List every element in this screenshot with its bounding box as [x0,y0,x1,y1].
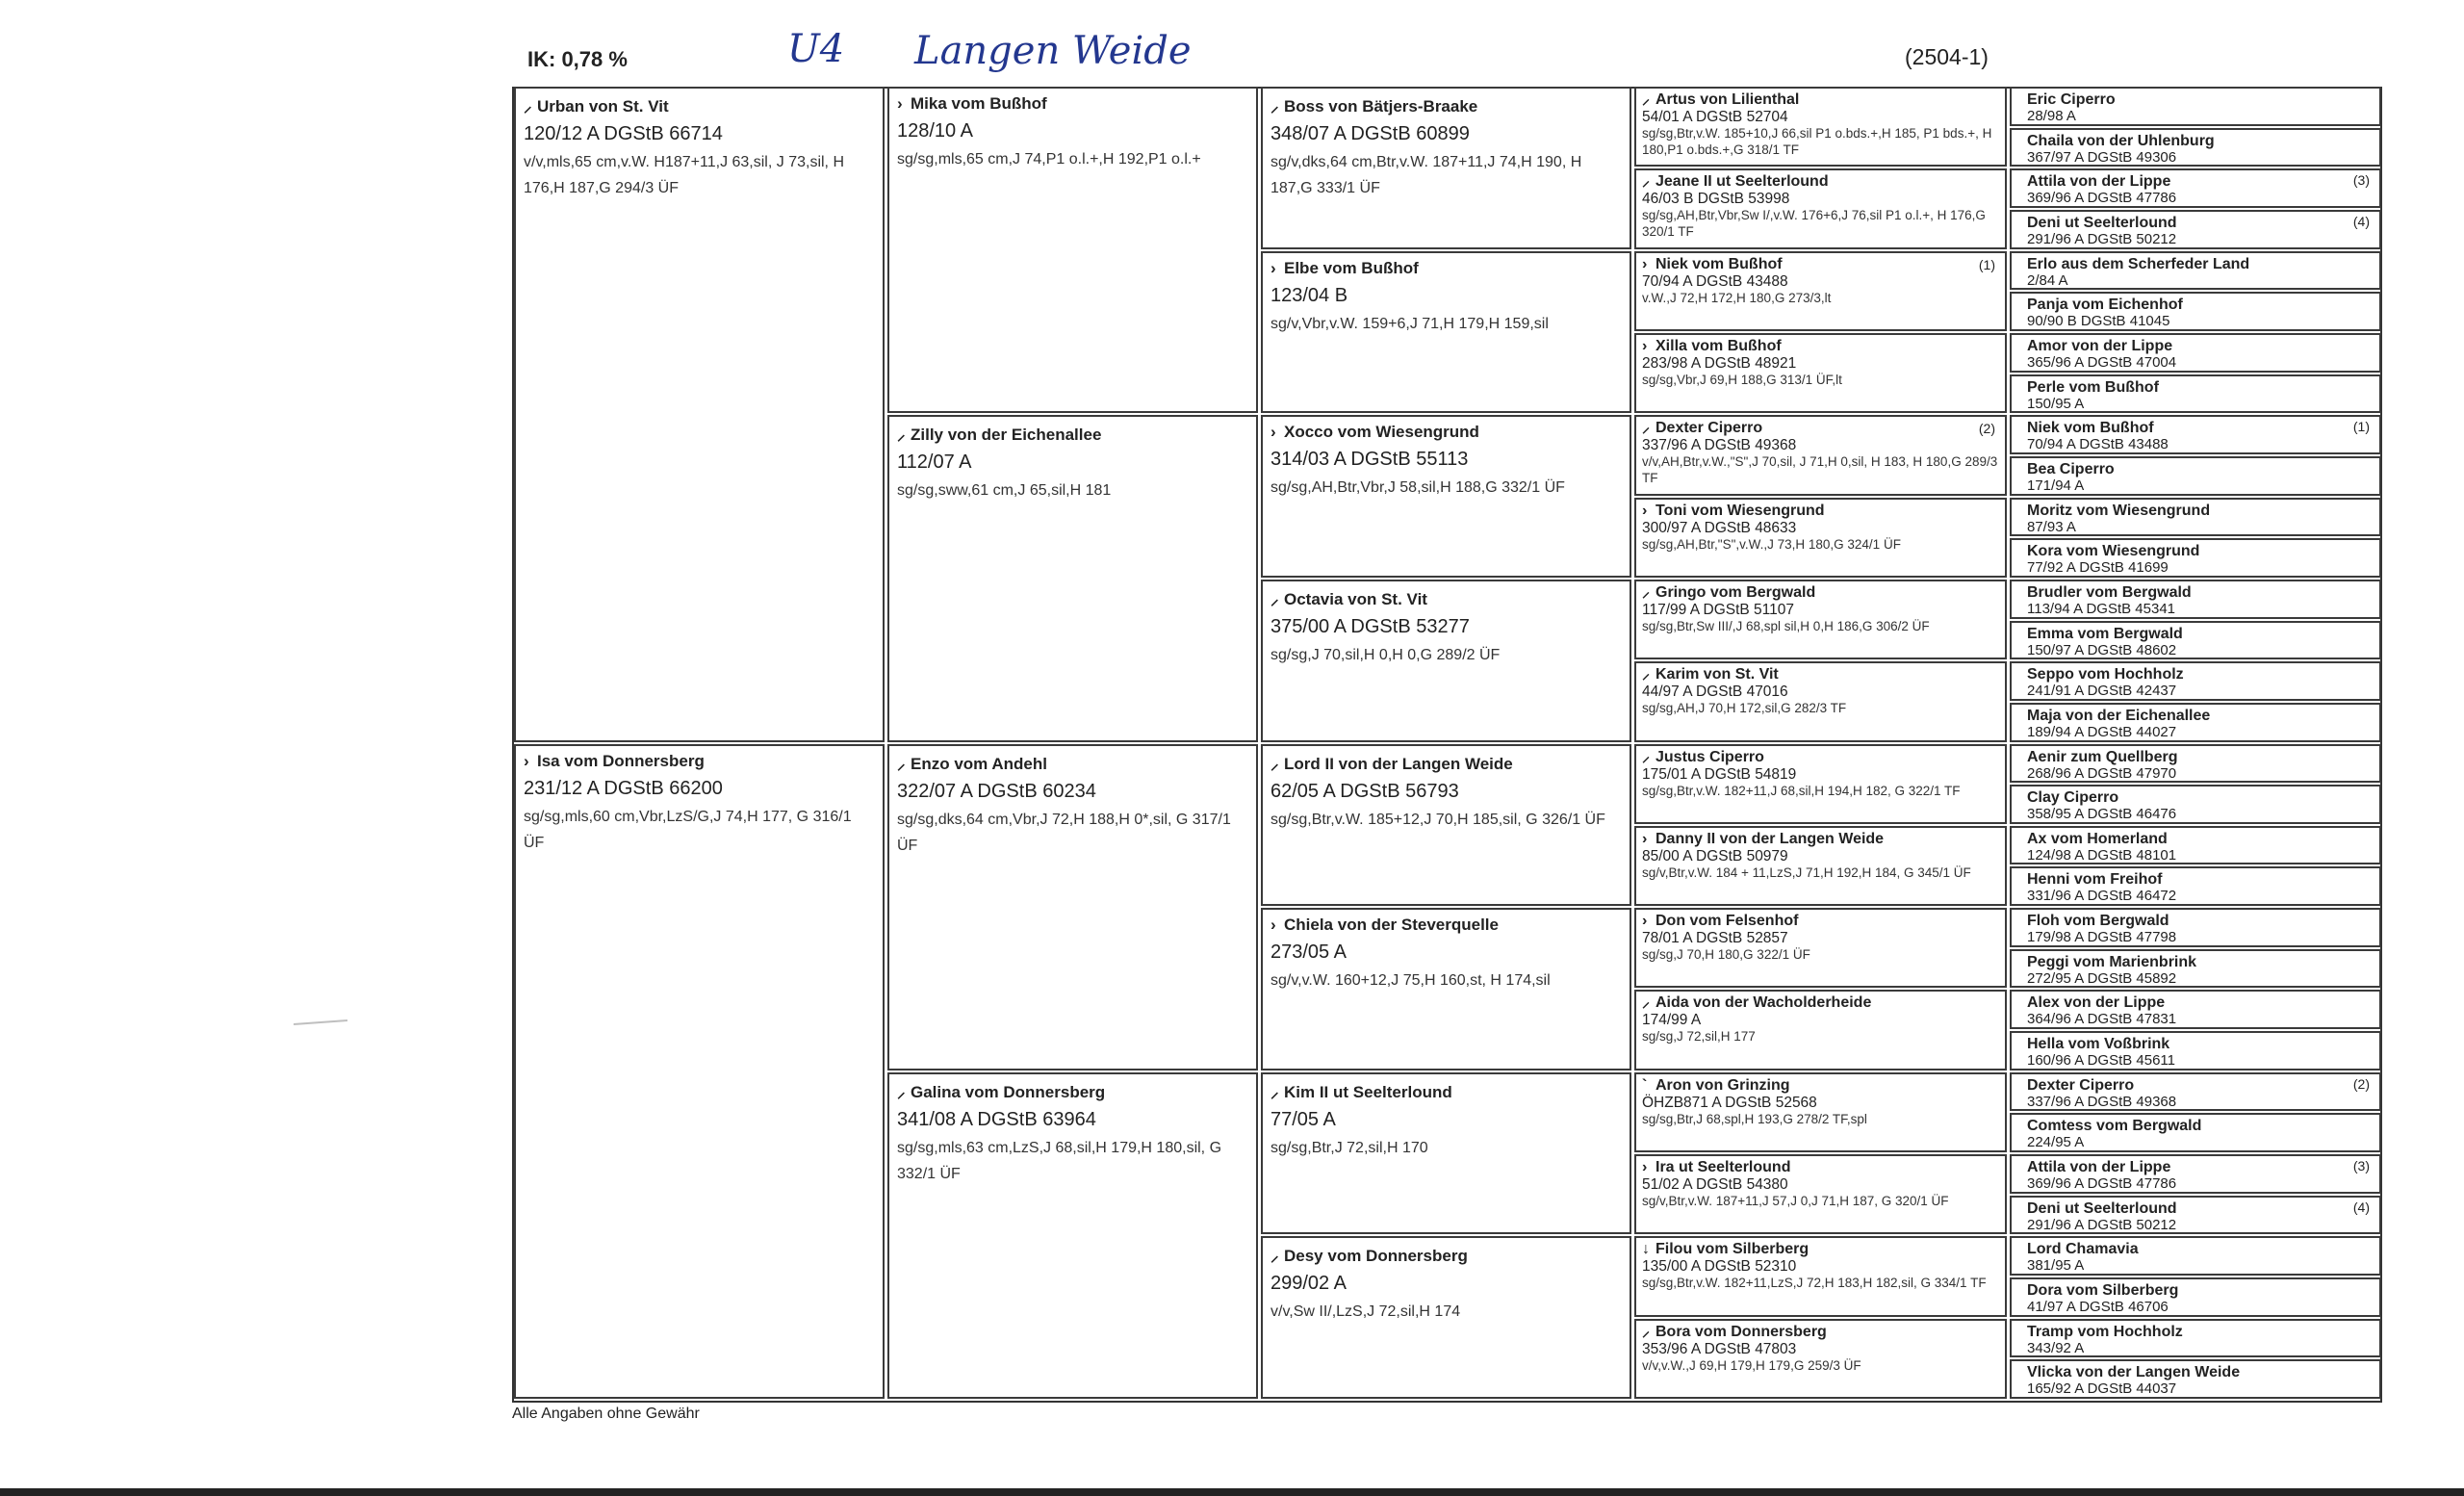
animal-name: ⸝ Artus von Lilienthal [1642,91,1800,108]
hand-check-mark: ⸝ [524,97,532,116]
evaluation-details: sg/sg,AH,Btr,Vbr,J 58,sil,H 188,G 332/1 ÜF [1270,479,1565,497]
animal-name: Eric Ciperro [2027,91,2116,108]
evaluation-details: sg/sg,AH,Btr,Vbr,Sw I/,v.W. 176+6,J 76,sil P1 o.l.+, H 176,G 320/1 TF [1642,208,1986,240]
gen5-ancestor [2010,744,2381,784]
animal-name: Moritz vom Wiesengrund [2027,502,2211,519]
evaluation-details: sg/v,dks,64 cm,Btr,v.W. 187+11,J 74,H 190, H 187,G 333/1 ÜF [1270,154,1582,196]
inbreeding-coefficient: IK: 0,78 % [527,47,628,71]
gen5-ancestor [2010,1196,2381,1235]
hand-check-mark: ⸝ [1642,420,1651,437]
hand-check-mark: › [1642,913,1648,930]
registration-number: 117/99 A DGStB 51107 [1642,601,1794,618]
scan-mark [294,1019,347,1025]
gen3-ancestor [1261,908,1631,1070]
registration-number: 112/07 A [897,451,972,474]
animal-name: › Mika vom Bußhof [897,94,1047,113]
gen3-ancestor [1261,580,1631,742]
gen5-ancestor [2010,210,2381,249]
registration-number: 241/91 A DGStB 42437 [2027,683,2177,700]
registration-number: 120/12 A DGStB 66714 [524,123,723,144]
animal-name: Lord Chamavia [2027,1241,2139,1258]
registration-number: 46/03 B DGStB 53998 [1642,191,1790,208]
gen2-ancestor [887,87,1258,413]
registration-number: 150/97 A DGStB 48602 [2027,641,2177,658]
gen5-ancestor [2010,1154,2381,1194]
animal-name: ⸝ Urban von St. Vit [524,94,875,116]
gen5-ancestor [2010,866,2381,906]
registration-number: 62/05 A DGStB 56793 [1270,780,1459,802]
hand-check-mark: ⸝ [1642,1323,1651,1340]
animal-name: Clay Ciperro [2027,789,2119,807]
registration-number: 365/96 A DGStB 47004 [2027,353,2177,371]
registration-number: 367/97 A DGStB 49306 [2027,148,2177,166]
hand-check-mark: ⸝ [897,426,906,445]
gen5-ancestor [2010,1236,2381,1276]
registration-number: 331/96 A DGStB 46472 [2027,888,2177,905]
animal-name: Bea Ciperro [2027,460,2115,477]
evaluation-details: sg/sg,mls,65 cm,J 74,P1 o.l.+,H 192,P1 o.l.+ [897,151,1201,168]
animal-name: Perle vom Bußhof [2027,378,2159,396]
registration-number: 273/05 A [1270,941,1347,964]
evaluation-details: sg/v,Vbr,v.W. 159+6,J 71,H 179,H 159,sil [1270,315,1549,332]
animal-name: › Danny II von der Langen Weide [1642,830,1885,847]
hand-check-mark: ⸝ [1642,666,1651,684]
gen5-ancestor [2010,374,2381,414]
animal-name: Peggi vom Marienbrink [2027,953,2197,970]
evaluation-details: sg/sg,Btr,Sw III/,J 68,spl sil,H 0,H 186,G 306/2 ÜF [1642,618,1930,633]
registration-number: 171/94 A [2027,477,2085,494]
gen2-ancestor [887,415,1258,741]
hand-check-mark: ⸝ [1270,1247,1279,1266]
animal-name: ⸝ Zilly von der Eichenallee [897,423,1248,445]
registration-number: 299/02 A [1270,1273,1347,1295]
hand-check-mark: ⸝ [1270,589,1279,608]
gen3-ancestor [1261,251,1631,414]
animal-name: Maja von der Eichenallee [2027,707,2211,724]
animal-name: Henni vom Freihof [2027,871,2163,889]
animal-name: › Toni vom Wiesengrund [1642,502,1825,519]
gen5-ancestor [2010,785,2381,824]
registration-number: 300/97 A DGStB 48633 [1642,519,1797,536]
registration-number: 364/96 A DGStB 47831 [2027,1011,2177,1028]
gen5-ancestor [2010,333,2381,373]
registration-number: 78/01 A DGStB 52857 [1642,930,1788,947]
animal-name: ⸝ Karim von St. Vit [1642,666,1779,684]
gen5-ancestor [2010,1031,2381,1070]
registration-number: 41/97 A DGStB 46706 [2027,1299,2169,1316]
animal-name: Hella vom Voßbrink [2027,1036,2170,1053]
handwritten-kennel-name: Langen Weide [914,29,1192,73]
gen1-ancestor [514,87,885,742]
gen4-ancestor [1634,908,2007,988]
animal-name: ⸝ Kim II ut Seelterlound [1270,1080,1622,1102]
gen2-ancestor [887,1072,1258,1399]
registration-number: 165/92 A DGStB 44037 [2027,1380,2177,1398]
registration-number: 160/96 A DGStB 45611 [2027,1052,2176,1070]
evaluation-details: sg/sg,Btr,J 68,spl,H 193,G 278/2 TF,spl [1642,1111,1867,1126]
animal-name: Emma vom Bergwald [2027,625,2183,642]
gen1-ancestor [514,744,885,1400]
animal-name: ↓ Filou vom Silberberg [1642,1241,1810,1258]
registration-number: 268/96 A DGStB 47970 [2027,764,2177,782]
evaluation-details: sg/sg,J 70,sil,H 0,H 0,G 289/2 ÜF [1270,646,1501,663]
gen5-ancestor [2010,826,2381,865]
hand-check-mark: ⸝ [1270,97,1279,116]
gen5-ancestor [2010,661,2381,701]
gen5-ancestor [2010,128,2381,168]
hand-check-mark: › [1270,916,1276,935]
registration-number: 135/00 A DGStB 52310 [1642,1258,1797,1276]
inbreeding-reference: (4) [2352,213,2370,229]
animal-name: ⸝ Aida von der Wacholderheide [1642,994,1872,1012]
animal-name: › Ira ut Seelterlound [1642,1159,1791,1176]
registration-number: 348/07 A DGStB 60899 [1270,123,1470,144]
gen5-ancestor [2010,1072,2381,1112]
registration-number: 231/12 A DGStB 66200 [524,777,723,799]
hand-check-mark: › [1270,423,1276,442]
evaluation-details: v.W.,J 72,H 172,H 180,G 273/3,lt [1642,290,1832,305]
hand-check-mark: ↓ [1642,1241,1650,1258]
registration-number: 175/01 A DGStB 54819 [1642,765,1797,783]
evaluation-details: sg/sg,J 70,H 180,G 322/1 ÜF [1642,947,1810,963]
gen5-ancestor [2010,498,2381,537]
registration-number: 353/96 A DGStB 47803 [1642,1340,1797,1357]
hand-check-mark: ⸝ [897,754,906,773]
gen4-ancestor [1634,168,2007,248]
gen4-ancestor [1634,826,2007,906]
evaluation-details: sg/sg,Btr,v.W. 185+10,J 66,sil P1 o.bds.+,H 185, P1 bds.+, H 180,P1 o.bds.+,G 318/1 TF [1642,126,1992,157]
gen2-ancestor [887,744,1258,1070]
evaluation-details: sg/sg,mls,60 cm,Vbr,LzS/G,J 74,H 177, G 316/1 ÜF [524,808,852,851]
gen5-ancestor [2010,1359,2381,1399]
animal-name: Aenir zum Quellberg [2027,748,2178,765]
registration-number: 337/96 A DGStB 49368 [1642,437,1797,454]
animal-name: › Elbe vom Bußhof [1270,258,1419,277]
gen3-ancestor [1261,87,1631,249]
gen4-ancestor [1634,661,2007,741]
gen5-ancestor [2010,908,2381,947]
gen4-ancestor [1634,1236,2007,1316]
registration-number: 150/95 A [2027,395,2085,412]
hand-check-mark: ⸝ [897,1082,906,1101]
animal-name: › Chiela von der Steverquelle [1270,916,1499,935]
registration-number: 85/00 A DGStB 50979 [1642,847,1788,864]
hand-check-mark: › [1642,337,1648,354]
registration-number: 77/05 A [1270,1108,1336,1130]
registration-number: 28/98 A [2027,108,2076,124]
animal-name: › Isa vom Donnersberg [524,751,705,770]
registration-number: 87/93 A [2027,518,2076,535]
gen5-ancestor [2010,990,2381,1029]
registration-number: 341/08 A DGStB 63964 [897,1108,1096,1130]
animal-name: Panja vom Eichenhof [2027,297,2183,314]
evaluation-details: sg/sg,AH,Btr,"S",v.W.,J 73,H 180,G 324/1 ÜF [1642,536,1901,552]
inbreeding-reference: (1) [2352,419,2370,435]
hand-check-mark: ⸝ [1642,583,1651,601]
hand-check-mark: › [1642,502,1648,519]
animal-name: Niek vom Bußhof [2027,420,2154,437]
registration-number: 369/96 A DGStB 47786 [2027,190,2177,207]
disclaimer: Alle Angaben ohne Gewähr [512,1406,700,1422]
animal-name: Chaila von der Uhlenburg [2027,132,2215,149]
registration-number: 291/96 A DGStB 50212 [2027,230,2177,247]
animal-name: ⸝ Desy vom Donnersberg [1270,1244,1622,1266]
registration-number: 375/00 A DGStB 53277 [1270,615,1470,637]
registration-number: 90/90 B DGStB 41045 [2027,313,2170,330]
animal-name: ⸝ Gringo vom Bergwald [1642,583,1816,601]
evaluation-details: sg/sg,Btr,J 72,sil,H 170 [1270,1139,1428,1156]
registration-number: 358/95 A DGStB 46476 [2027,806,2177,823]
hand-check-mark: › [1642,830,1648,847]
animal-name: ⸝ Bora vom Donnersberg [1642,1323,1827,1340]
registration-number: 54/01 A DGStB 52704 [1642,109,1788,125]
gen5-ancestor [2010,580,2381,619]
evaluation-details: v/v,mls,65 cm,v.W. H187+11,J 63,sil, J 73,sil, H 176,H 187,G 294/3 ÜF [524,154,844,196]
registration-number: 381/95 A [2027,1257,2085,1275]
gen5-ancestor [2010,621,2381,660]
animal-name: Ax vom Homerland [2027,830,2168,847]
evaluation-details: sg/sg,Btr,v.W. 182+11,J 68,sil,H 194,H 182, G 322/1 TF [1642,783,1961,798]
gen5-ancestor [2010,415,2381,454]
gen4-ancestor [1634,580,2007,659]
gen5-ancestor [2010,87,2381,126]
registration-number: 291/96 A DGStB 50212 [2027,1216,2177,1233]
animal-name: ⸝ Justus Ciperro [1642,748,1764,765]
animal-name: Attila von der Lippe [2027,173,2171,191]
animal-name: ⸝ Enzo vom Andehl [897,752,1248,774]
hand-check-mark: ⸝ [1642,91,1651,108]
gen5-ancestor [2010,1319,2381,1358]
inbreeding-reference: (1) [1978,256,1995,272]
animal-name: ⸝ Dexter Ciperro [1642,420,1763,437]
gen4-ancestor [1634,744,2007,824]
hand-check-mark: ⸝ [1270,754,1279,773]
evaluation-details: sg/v,Btr,v.W. 187+11,J 57,J 0,J 71,H 187, G 320/1 ÜF [1642,1194,1949,1209]
gen3-ancestor [1261,1236,1631,1399]
inbreeding-reference: (3) [2352,172,2370,189]
animal-name: Dora vom Silberberg [2027,1282,2179,1300]
registration-number: 2/84 A [2027,271,2068,289]
evaluation-details: v/v,v.W.,J 69,H 179,H 179,G 259/3 ÜF [1642,1357,1861,1373]
gen5-ancestor [2010,292,2381,331]
registration-number: 272/95 A DGStB 45892 [2027,969,2177,987]
registration-number: 123/04 B [1270,284,1348,306]
hand-check-mark: ⸝ [1642,994,1651,1012]
animal-name: Erlo aus dem Scherfeder Land [2027,255,2250,272]
evaluation-details: sg/sg,dks,64 cm,Vbr,J 72,H 188,H 0*,sil, G 317/1 ÜF [897,811,1231,854]
hand-check-mark: › [1642,1159,1648,1176]
registration-number: 44/97 A DGStB 47016 [1642,684,1788,701]
registration-number: 343/92 A [2027,1339,2085,1356]
animal-name: Alex von der Lippe [2027,994,2166,1012]
gen4-ancestor [1634,498,2007,578]
evaluation-details: sg/sg,AH,J 70,H 172,sil,G 282/3 TF [1642,701,1847,716]
scan-edge [0,1488,2464,1496]
evaluation-details: sg/sg,Btr,v.W. 185+12,J 70,H 185,sil, G 326/1 ÜF [1270,811,1605,828]
registration-number: 51/02 A DGStB 54380 [1642,1176,1788,1194]
animal-name: Deni ut Seelterlound [2027,214,2177,231]
hand-check-mark: › [1642,255,1648,272]
gen4-ancestor [1634,990,2007,1070]
gen4-ancestor [1634,415,2007,495]
gen4-ancestor [1634,1319,2007,1399]
registration-number: 283/98 A DGStB 48921 [1642,354,1797,372]
gen5-ancestor [2010,949,2381,989]
hand-check-mark: ⸝ [1642,748,1651,765]
registration-number: 124/98 A DGStB 48101 [2027,846,2177,864]
animal-name: ⸝ Jeane II ut Seelterlound [1642,173,1829,191]
hand-check-mark: ⸝ [1642,173,1651,191]
gen5-ancestor [2010,1113,2381,1152]
inbreeding-reference: (2) [2352,1075,2370,1092]
evaluation-details: sg/v,Btr,v.W. 184 + 11,LzS,J 71,H 192,H 184, G 345/1 ÜF [1642,864,1971,880]
evaluation-details: sg/sg,mls,63 cm,LzS,J 68,sil,H 179,H 180,sil, G 332/1 ÜF [897,1139,1222,1182]
animal-name: › Xocco vom Wiesengrund [1270,423,1479,442]
gen5-ancestor [2010,168,2381,208]
evaluation-details: sg/sg,J 72,sil,H 177 [1642,1029,1756,1045]
registration-number: 128/10 A [897,120,973,142]
gen4-ancestor [1634,87,2007,167]
registration-number: 189/94 A DGStB 44027 [2027,723,2177,740]
gen5-ancestor [2010,703,2381,742]
gen5-ancestor [2010,538,2381,578]
animal-name: Comtess vom Bergwald [2027,1118,2202,1135]
hand-check-mark: ` [1642,1076,1648,1094]
gen4-ancestor [1634,1154,2007,1234]
animal-name: ⸝ Lord II von der Langen Weide [1270,752,1622,774]
registration-number: 70/94 A DGStB 43488 [1642,272,1788,290]
hand-check-mark: › [897,94,903,113]
registration-number: 314/03 A DGStB 55113 [1270,449,1469,471]
hand-check-mark: › [524,751,529,770]
animal-name: Amor von der Lippe [2027,337,2173,354]
animal-name: Deni ut Seelterlound [2027,1199,2177,1217]
evaluation-details: sg/sg,sww,61 cm,J 65,sil,H 181 [897,482,1112,500]
evaluation-details: sg/sg,Vbr,J 69,H 188,G 313/1 ÜF,lt [1642,372,1842,387]
animal-name: Seppo vom Hochholz [2027,666,2184,684]
registration-number: 77/92 A DGStB 41699 [2027,559,2169,577]
animal-name: ` Aron von Grinzing [1642,1076,1790,1094]
registration-number: ÖHZB871 A DGStB 52568 [1642,1094,1817,1111]
registration-number: 322/07 A DGStB 60234 [897,780,1096,802]
animal-name: Brudler vom Bergwald [2027,583,2192,601]
animal-name: › Niek vom Bußhof [1642,255,1783,272]
evaluation-details: sg/v,v.W. 160+12,J 75,H 160,st, H 174,sil [1270,972,1551,990]
evaluation-details: v/v,AH,Btr,v.W.,"S",J 70,sil, J 71,H 0,sil, H 183, H 180,G 289/3 TF [1642,454,1998,486]
animal-name: › Don vom Felsenhof [1642,913,1799,930]
animal-name: Dexter Ciperro [2027,1076,2135,1094]
registration-number: 224/95 A [2027,1134,2085,1151]
gen5-ancestor [2010,251,2381,291]
registration-number: 369/96 A DGStB 47786 [2027,1175,2177,1193]
gen3-ancestor [1261,1072,1631,1235]
animal-name: Attila von der Lippe [2027,1159,2171,1176]
gen3-ancestor [1261,744,1631,907]
inbreeding-reference: (4) [2352,1199,2370,1215]
inbreeding-reference: (2) [1978,421,1995,437]
registration-number: 179/98 A DGStB 47798 [2027,929,2177,946]
gen4-ancestor [1634,333,2007,413]
animal-name: Tramp vom Hochholz [2027,1323,2183,1340]
registration-number: 70/94 A DGStB 43488 [2027,436,2169,453]
registration-number: 174/99 A [1642,1012,1702,1029]
gen4-ancestor [1634,251,2007,331]
animal-name: ⸝ Galina vom Donnersberg [897,1080,1248,1102]
document-code: (2504-1) [1905,44,1989,69]
registration-number: 113/94 A DGStB 45341 [2027,600,2176,617]
animal-name: › Xilla vom Bußhof [1642,337,1782,354]
gen4-ancestor [1634,1072,2007,1152]
gen5-ancestor [2010,456,2381,496]
animal-name: ⸝ Boss von Bätjers-Braake [1270,94,1622,116]
inbreeding-reference: (3) [2352,1158,2370,1174]
registration-number: 337/96 A DGStB 49368 [2027,1093,2177,1110]
animal-name: Floh vom Bergwald [2027,913,2169,930]
handwritten-code: U4 [787,27,845,71]
hand-check-mark: › [1270,258,1276,277]
animal-name: ⸝ Octavia von St. Vit [1270,587,1622,609]
hand-check-mark: ⸝ [1270,1082,1279,1101]
animal-name: Vlicka von der Langen Weide [2027,1364,2241,1381]
evaluation-details: sg/sg,Btr,v.W. 182+11,LzS,J 72,H 183,H 182,sil, G 334/1 TF [1642,1276,1987,1291]
animal-name: Kora vom Wiesengrund [2027,543,2200,560]
evaluation-details: v/v,Sw II/,LzS,J 72,sil,H 174 [1270,1303,1461,1321]
gen3-ancestor [1261,415,1631,578]
gen5-ancestor [2010,1277,2381,1317]
